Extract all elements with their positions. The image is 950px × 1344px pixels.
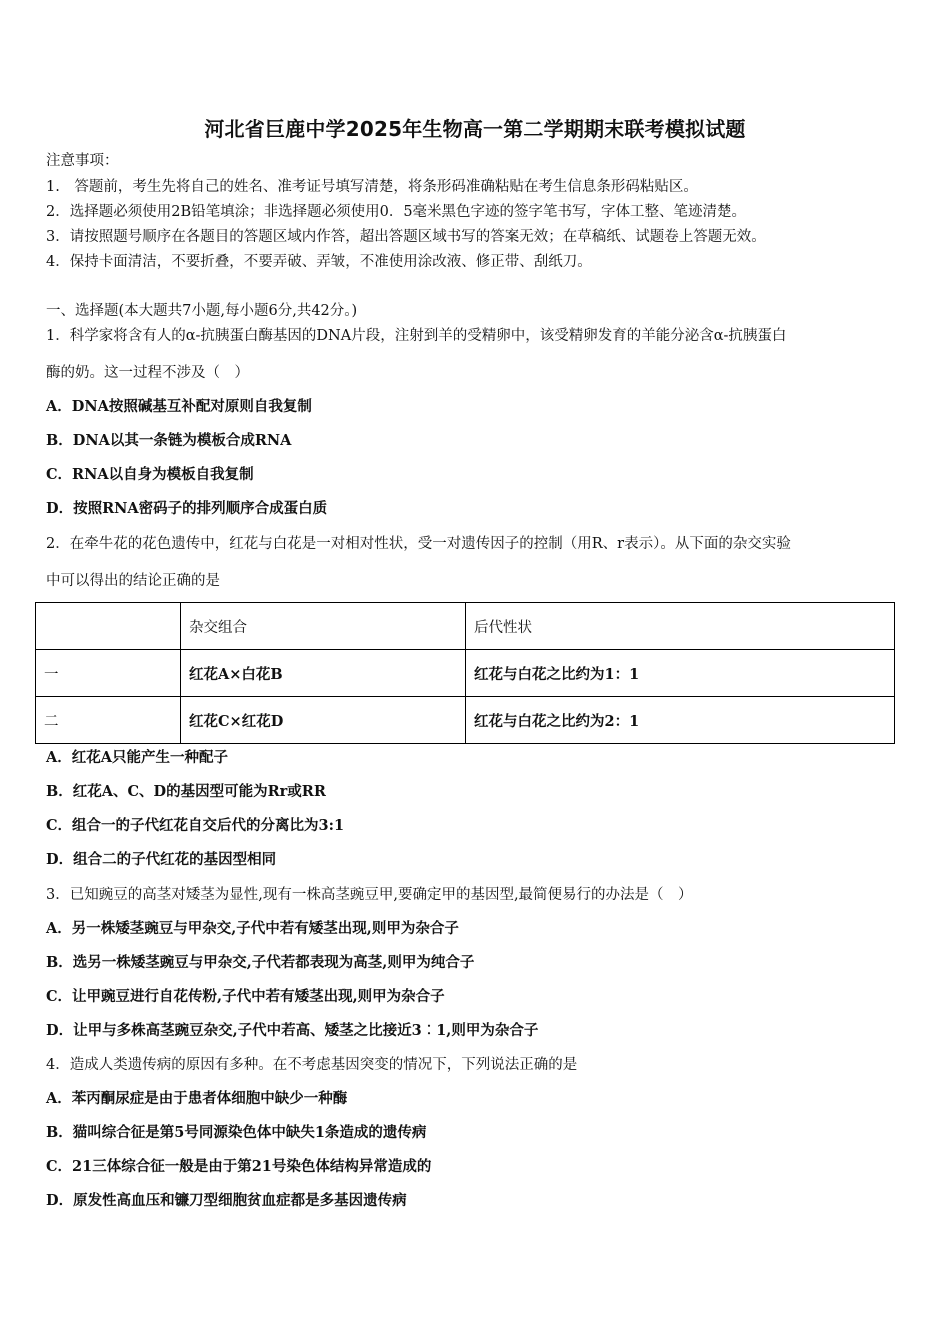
question-3-stem: 3．已知豌豆的高茎对矮茎为显性,现有一株高茎豌豆甲,要确定甲的基因型,最简便易行的办法是（ ） (46, 887, 693, 903)
notice-heading: 注意事项： (46, 153, 119, 169)
notice-item: 4．保持卡面清洁，不要折叠，不要弄破、弄皱，不准使用涂改液、修正带、刮纸刀。 (46, 254, 592, 270)
table-cell: 一 (36, 650, 181, 697)
question-3-option-a: A．另一株矮茎豌豆与甲杂交,子代中若有矮茎出现,则甲为杂合子 (46, 920, 459, 937)
table-row (36, 697, 895, 744)
notice-item: 3．请按照题号顺序在各题目的答题区域内作答，超出答题区域书写的答案无效；在草稿纸、试题卷上答题无效。 (46, 229, 766, 245)
table-header-cell: 杂交组合 (181, 603, 466, 650)
question-2-option-a: A．红花A只能产生一种配子 (46, 749, 228, 766)
table-header-cell: 后代性状 (466, 603, 895, 650)
table-cell: 红花A×白花B (181, 650, 466, 697)
question-3-option-b: B．选另一株矮茎豌豆与甲杂交,子代若都表现为高茎,则甲为纯合子 (46, 954, 475, 971)
question-2-option-d: D．组合二的子代红花的基因型相同 (46, 851, 277, 868)
question-1-option-b: B．DNA以其一条链为模板合成RNA (46, 432, 292, 449)
question-4-option-d: D．原发性高血压和镰刀型细胞贫血症都是多基因遗传病 (46, 1192, 407, 1209)
table-row (36, 650, 895, 697)
notice-item: 1. 答题前，考生先将自己的姓名、准考证号填写清楚，将条形码准确粘贴在考生信息条形码粘贴区。 (46, 179, 698, 195)
question-2-stem: 2．在牵牛花的花色遗传中，红花与白花是一对相对性状，受一对遗传因子的控制（用R、r表示）。从下面的杂交实验 (46, 536, 791, 552)
cross-results-table (35, 602, 895, 744)
page-title: 河北省巨鹿中学2025年生物高一第二学期期末联考模拟试题 (204, 117, 746, 141)
table-cell: 红花C×红花D (181, 697, 466, 744)
question-3-option-c: C．让甲豌豆进行自花传粉,子代中若有矮茎出现,则甲为杂合子 (46, 988, 445, 1005)
question-1-stem-cont: 酶的奶。这一过程不涉及（ ） (46, 365, 249, 381)
question-4-option-b: B．猫叫综合征是第5号同源染色体中缺失1条造成的遗传病 (46, 1124, 427, 1141)
question-2-stem-cont: 中可以得出的结论正确的是 (46, 573, 220, 589)
table-cell: 红花与白花之比约为1：1 (466, 650, 895, 697)
section-heading: 一、选择题(本大题共7小题,每小题6分,共42分。) (46, 303, 358, 319)
notice-item: 2．选择题必须使用2B铅笔填涂；非选择题必须使用0．5毫米黑色字迹的签字笔书写，字体工整、笔迹清楚。 (46, 204, 747, 220)
question-4-stem: 4．造成人类遗传病的原因有多种。在不考虑基因突变的情况下，下列说法正确的是 (46, 1057, 578, 1073)
question-4-option-a: A．苯丙酮尿症是由于患者体细胞中缺少一种酶 (46, 1090, 348, 1107)
question-3-option-d: D．让甲与多株高茎豌豆杂交,子代中若高、矮茎之比接近3︰1,则甲为杂合子 (46, 1022, 539, 1039)
question-1-option-d: D．按照RNA密码子的排列顺序合成蛋白质 (46, 500, 328, 517)
question-4-option-c: C．21三体综合征一般是由于第21号染色体结构异常造成的 (46, 1158, 432, 1175)
question-1-option-a: A．DNA按照碱基互补配对原则自我复制 (46, 398, 312, 415)
question-2-option-b: B．红花A、C、D的基因型可能为Rr或RR (46, 783, 326, 800)
question-1-option-c: C．RNA以自身为模板自我复制 (46, 466, 254, 483)
table-header-row (36, 603, 895, 650)
table-cell: 红花与白花之比约为2：1 (466, 697, 895, 744)
table-header-cell (36, 603, 181, 650)
question-1-stem: 1．科学家将含有人的α-抗胰蛋白酶基因的DNA片段，注射到羊的受精卵中，该受精卵发育的羊能分泌含α-抗胰蛋白 (46, 328, 787, 344)
question-2-option-c: C．组合一的子代红花自交后代的分离比为3:1 (46, 817, 345, 834)
table-cell: 二 (36, 697, 181, 744)
